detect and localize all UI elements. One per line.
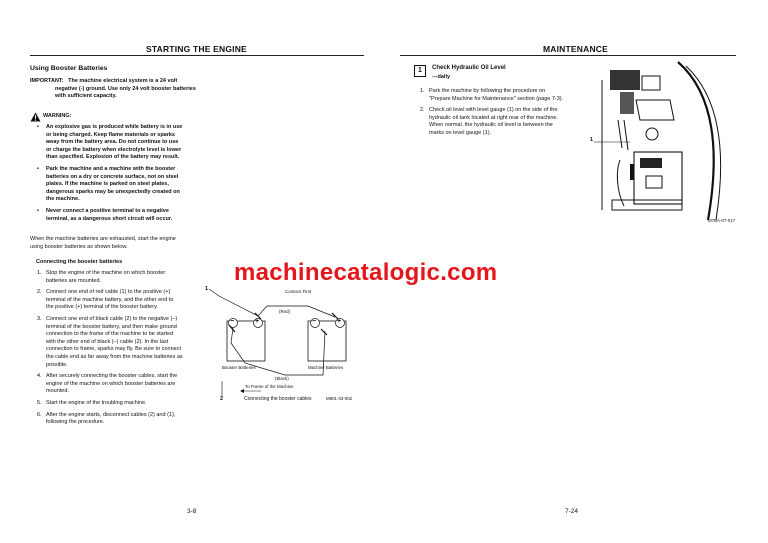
important-label: IMPORTANT: [30,78,64,84]
machine-batteries-label: Machine Batteries [308,365,344,370]
important-line-1: The machine electrical system is a 24 volt [68,78,178,84]
warning-label: WARNING: [43,113,72,119]
step-item: 2. Connect one end of red cable (1) to the positive (+) terminal of the machine battery, and the other end to the positive (+) terminal of the booster battery. [37,289,174,311]
item-interval: ---daily [432,74,451,80]
level-gauge [630,164,634,180]
warning-item: • Park the machine and a machine with the booster batteries on a dry or concrete surface, not on steel plates. If the machine is parked on steel plates, dangerous sparks may be unexpectedly created on the machine. [37,165,180,203]
red-label: (Red) [279,309,290,314]
diagram-drawing [205,283,365,408]
step-item: 2. Check oil level with level gauge (1) on the side of the hydraulic oil tank located at right rear of the machine. When normal, the hydraulic oil level is between the marks on level gauge (1). [420,107,559,136]
booster-plus-sign: + [255,318,260,325]
machine-minus-sign: − [312,318,317,325]
step-item: 3. Connect one end of black cable (2) to the negative (–) terminal of the booster battery, and then make ground connection to the frame of the machine to be started with the other end of black (–) cable (2). In the last connection to frame, sparks may fly. Be sure to connect the cable end as far away from the machine batteries as possible. [37,315,183,368]
item-number: 1 [418,67,422,74]
step-item: 4. After securely connecting the booster cables, start the engine of the machine on which booster batteries are mounted. [37,373,178,395]
watermark-text: machinecatalogic.com [234,259,498,286]
label-1-leader [209,289,219,296]
sub-title: Connecting the booster batteries [36,259,123,265]
to-frame-label: To Frame of the Machine [245,384,294,389]
booster-cable-diagram [205,283,365,408]
warning-item: • Never connect a positive terminal to a negative terminal, as a dangerous short circuit will occur. [37,207,173,222]
right-steps-list [420,88,585,142]
machine-plus-sign: + [337,318,342,325]
red-cable [219,296,335,317]
item-title: Check Hydraulic Oil Level [432,65,506,71]
step-item: 1. Park the machine by following the procedure on "Prepare Machine for Maintenance" section (page 7-3). [420,88,564,102]
step-item: 6. After the engine starts, disconnect cables (2) and (1), following the procedure. [37,411,176,426]
diagram-caption: Connecting the booster cables [244,396,312,402]
diagram-label-1: 1 [205,286,209,292]
left-header: STARTING THE ENGINE [146,44,247,54]
connect-first-label: Connect First [285,289,312,294]
item-number-box [414,65,426,77]
photo-code: M7BA-07-017 [708,218,736,223]
left-page-number: 3-8 [187,508,197,515]
diagram-label-2: 2 [220,396,224,402]
black-label: (Black) [275,376,289,381]
diagram-code: M801-03-002 [326,396,353,401]
warning-list [37,124,337,227]
hydraulic-tank-illustration [590,60,740,228]
important-line-3: with sufficient capacity. [55,93,117,100]
red-cable-clamp [255,313,338,319]
left-section-title: Using Booster Batteries [30,65,108,72]
right-header-rule [400,55,736,56]
important-line-2: negative (-) ground. Use only 24 volt booster batteries [55,85,196,92]
intro-text: When the machine batteries are exhausted, start the engine using booster batteries as shown below. [30,236,176,250]
booster-minus-sign: − [230,318,235,325]
machine-drawing [590,60,740,228]
step-item: 1. Stop the engine of the machine on which booster batteries are mounted. [37,270,166,284]
steps-list [37,270,202,431]
right-header: MAINTENANCE [543,44,609,54]
warning-triangle-icon [30,112,41,122]
important-note [30,78,350,101]
warning-item: • An explosive gas is produced while battery is in use or being charged. Keep flame materials or sparks away from the battery area. Do not continue to use or charge the battery when electrolyte level is lower than specified. Explosion of the battery may result. [37,124,183,161]
right-page-number: 7-24 [565,508,579,515]
left-header-rule [30,55,364,56]
step-item: 5. Start the engine of the troubling machine. [37,399,147,406]
booster-batteries-label: Booster Batteries [222,365,256,370]
photo-label-1: 1 [590,137,594,143]
